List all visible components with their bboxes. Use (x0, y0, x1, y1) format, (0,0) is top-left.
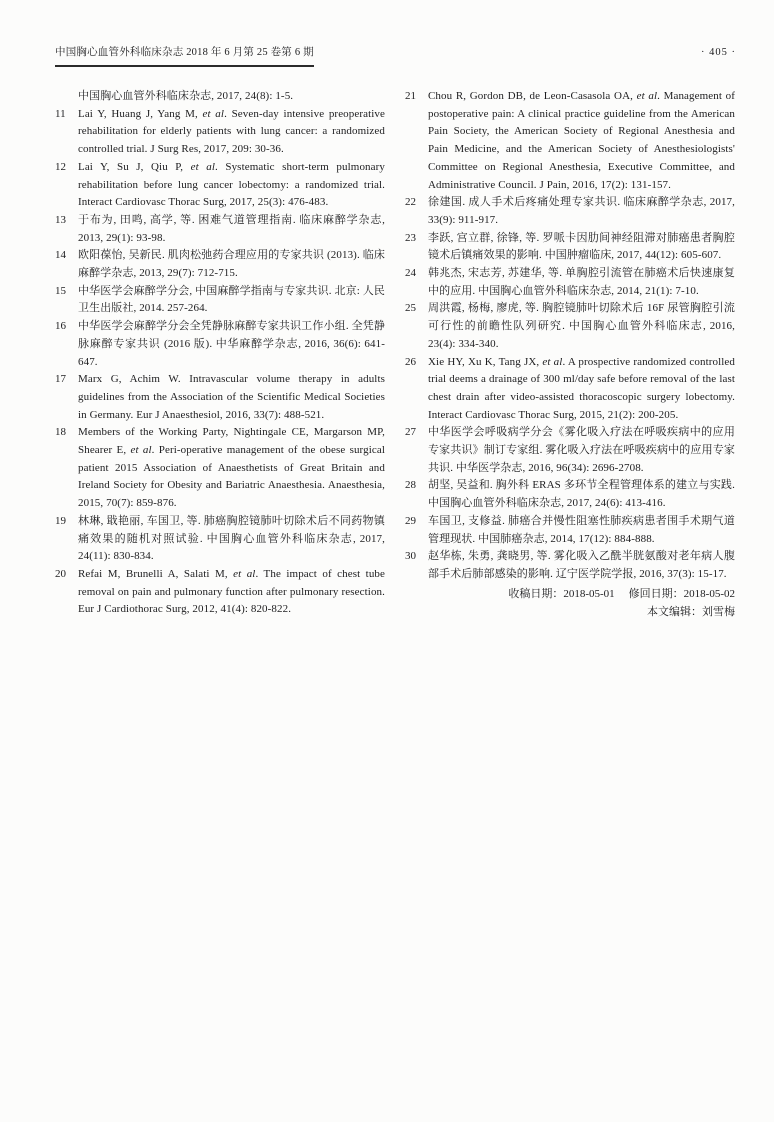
reference-text: Xie HY, Xu K, Tang JX, et al. A prospective randomized controlled trial deems a drainage of 300 ml/day safe before removal of the last chest drain after video-assisted thoracoscopic surgery lobectomy. Interact Cardiovasc Thorac Surg, 2015, 21(2): 200-205. (428, 355, 735, 421)
right-column (405, 88, 735, 622)
reference-item (55, 513, 385, 566)
reference-item (405, 548, 735, 583)
reference-text: 胡坚, 吴益和. 胸外科 ERAS 多环节全程管理体系的建立与实践. 中国胸心血管外科临床杂志, 2017, 24(6): 413-416. (428, 479, 735, 510)
footer (405, 585, 735, 622)
reference-list-left (55, 88, 385, 622)
reference-item (55, 212, 385, 247)
reference-text: 赵华栋, 朱勇, 龚晓男, 等. 雾化吸入乙酰半胱氨酸对老年病人腹部手术后肺部感染的影响. 辽宁医学院学报, 2016, 37(3): 15-17. (428, 550, 735, 580)
reference-number: 26 (405, 355, 416, 368)
reference-number: 25 (405, 302, 416, 315)
reference-text: 中华医学会麻醉学分会, 中国麻醉学指南与专家共识. 北京: 人民卫生出版社, 2014. 257-264. (78, 284, 385, 315)
reference-item (405, 477, 735, 512)
reference-text: Lai Y, Huang J, Yang M, et al. Seven-day intensive preoperative rehabilitation for elderly patients with lung cancer: a randomized controlled trial. J Surg Res, 2017, 209: 30-36. (78, 107, 385, 156)
dates-line (405, 585, 735, 604)
editor-name: 刘雪梅 (702, 606, 735, 619)
reference-item (55, 283, 385, 318)
reference-number: 18 (55, 426, 66, 439)
page-header (55, 46, 736, 67)
reference-text: Chou R, Gordon DB, de Leon-Casasola OA, et al. Management of postoperative pain: A clinical practice guideline from the American Pain Society, the American Society of Regional Anesthesia and Pain Medicine, and the American Society of Anesthesiologists' Committee on Regional Anesthesia, Executive Committee, and Administrative Council. J Pain, 2016, 17(2): 131-157. (428, 90, 735, 191)
reference-text: 韩兆杰, 宋志芳, 苏建华, 等. 单胸腔引流管在肺癌术后快速康复中的应用. 中国胸心血管外科临床杂志, 2014, 21(1): 7-10. (428, 267, 735, 297)
editor-label: 本文编辑： (647, 606, 702, 619)
reference-item (405, 88, 735, 194)
reference-text: Marx G, Achim W. Intravascular volume therapy in adults guidelines from the Association of the Scientific Medical Societies in Germany. Eur J Anaesthesiol, 2016, 33(7): 488-521. (78, 373, 385, 421)
reference-text: Members of the Working Party, Nightingale CE, Margarson MP, Shearer E, et al. Peri-operative management of the obese surgical patient 2015 Association of Anaesthetists of Great Britain and Ireland Society for Obesity and Bariatric Anaesthesia. Anaesthesia, 2015, 70(7): 859-876. (78, 426, 385, 510)
reference-item (55, 318, 385, 371)
reference-item (55, 247, 385, 282)
reference-number: 19 (55, 514, 66, 527)
revised-date: 2018-05-02 (683, 587, 735, 600)
reference-number: 29 (405, 514, 416, 527)
reference-text: 林琳, 戢艳丽, 车国卫, 等. 肺癌胸腔镜肺叶切除术后不同药物镇痛效果的随机对照试验. 中国胸心血管外科临床杂志, 2017, 24(11): 830-834. (78, 514, 385, 563)
reference-section (55, 88, 735, 622)
reference-text: 中国胸心血管外科临床杂志, 2017, 24(8): 1-5. (78, 90, 294, 102)
reference-number: 21 (405, 90, 416, 102)
reference-item (405, 513, 735, 548)
reference-number: 11 (55, 107, 66, 120)
reference-number: 30 (405, 550, 416, 563)
journal-info: 中国胸心血管外科临床杂志 2018 年 6 月第 25 卷第 6 期 (55, 46, 314, 67)
reference-item (405, 230, 735, 265)
reference-number: 17 (55, 373, 66, 386)
reference-text: 徐建国. 成人手术后疼痛处理专家共识. 临床麻醉学杂志, 2017, 33(9): 911-917. (428, 196, 735, 226)
reference-number: 12 (55, 160, 66, 173)
reference-item (405, 300, 735, 353)
reference-number: 20 (55, 567, 66, 580)
page-number: · 405 · (701, 47, 736, 58)
reference-item (405, 194, 735, 229)
reference-number: 13 (55, 213, 66, 226)
reference-number: 14 (55, 249, 66, 262)
reference-item (55, 159, 385, 212)
reference-item (405, 354, 735, 425)
reference-number: 27 (405, 426, 416, 439)
reference-text: Refai M, Brunelli A, Salati M, et al. The impact of chest tube removal on pain and pulmonary function after pulmonary resection. Eur J Cardiothorac Surg, 2012, 41(4): 820-822. (78, 567, 385, 616)
reference-text: 欧阳葆怡, 吴新民. 肌肉松弛药合理应用的专家共识 (2013). 临床麻醉学杂志, 2013, 29(7): 712-715. (78, 249, 385, 280)
reference-text: 于布为, 田鸣, 高学, 等. 困难气道管理指南. 临床麻醉学杂志, 2013, 29(1): 93-98. (78, 213, 385, 244)
reference-number: 15 (55, 284, 66, 297)
reference-text: 中华医学会麻醉学分会全凭静脉麻醉专家共识工作小组. 全凭静脉麻醉专家共识 (2016 版). 中华麻醉学杂志, 2016, 36(6): 641-647. (78, 320, 385, 368)
reference-item (55, 106, 385, 159)
reference-text: 李跃, 宫立群, 徐锋, 等. 罗哌卡因肋间神经阻滞对肺癌患者胸腔镜术后镇痛效果的影响. 中国肿瘤临床, 2017, 44(12): 605-607. (428, 231, 735, 262)
editor-line (405, 603, 735, 622)
reference-text: 车国卫, 支修益. 肺癌合并慢性阻塞性肺疾病患者围手术期气道管理现状. 中国肺癌杂志, 2014, 17(12): 884-888. (428, 514, 735, 545)
reference-item (405, 265, 735, 300)
reference-text: 周洪霞, 杨梅, 廖虎, 等. 胸腔镜肺叶切除术后 16F 尿管胸腔引流可行性的前瞻性队列研究. 中国胸心血管外科临床志, 2016, 23(4): 334-340. (428, 302, 735, 350)
reference-item (55, 371, 385, 424)
reference-number: 22 (405, 196, 416, 209)
reference-number (55, 88, 78, 106)
reference-number: 23 (405, 231, 416, 244)
reference-text: Lai Y, Su J, Qiu P, et al. Systematic short-term pulmonary rehabilitation before lung cancer lobectomy: a randomized trial. Interact Cardiovasc Thorac Surg, 2017, 25(3): 476-483. (78, 160, 385, 209)
reference-item (405, 424, 735, 477)
reference-item (55, 88, 385, 106)
reference-number: 24 (405, 267, 416, 280)
reference-item (55, 424, 385, 513)
reference-number: 28 (405, 479, 416, 492)
received-date: 2018-05-01 (563, 587, 615, 600)
reference-item (55, 566, 385, 619)
reference-number: 16 (55, 320, 66, 333)
reference-text: 中华医学会呼吸病学分会《雾化吸入疗法在呼吸疾病中的应用专家共识》制订专家组. 雾化吸入疗法在呼吸疾病中的应用专家共识. 中华医学杂志, 2016, 96(34): 2696-2708. (428, 426, 735, 474)
revised-date-label: 修回日期： (628, 587, 684, 600)
reference-list-right (405, 88, 735, 584)
received-date-label: 收稿日期： (508, 587, 564, 600)
